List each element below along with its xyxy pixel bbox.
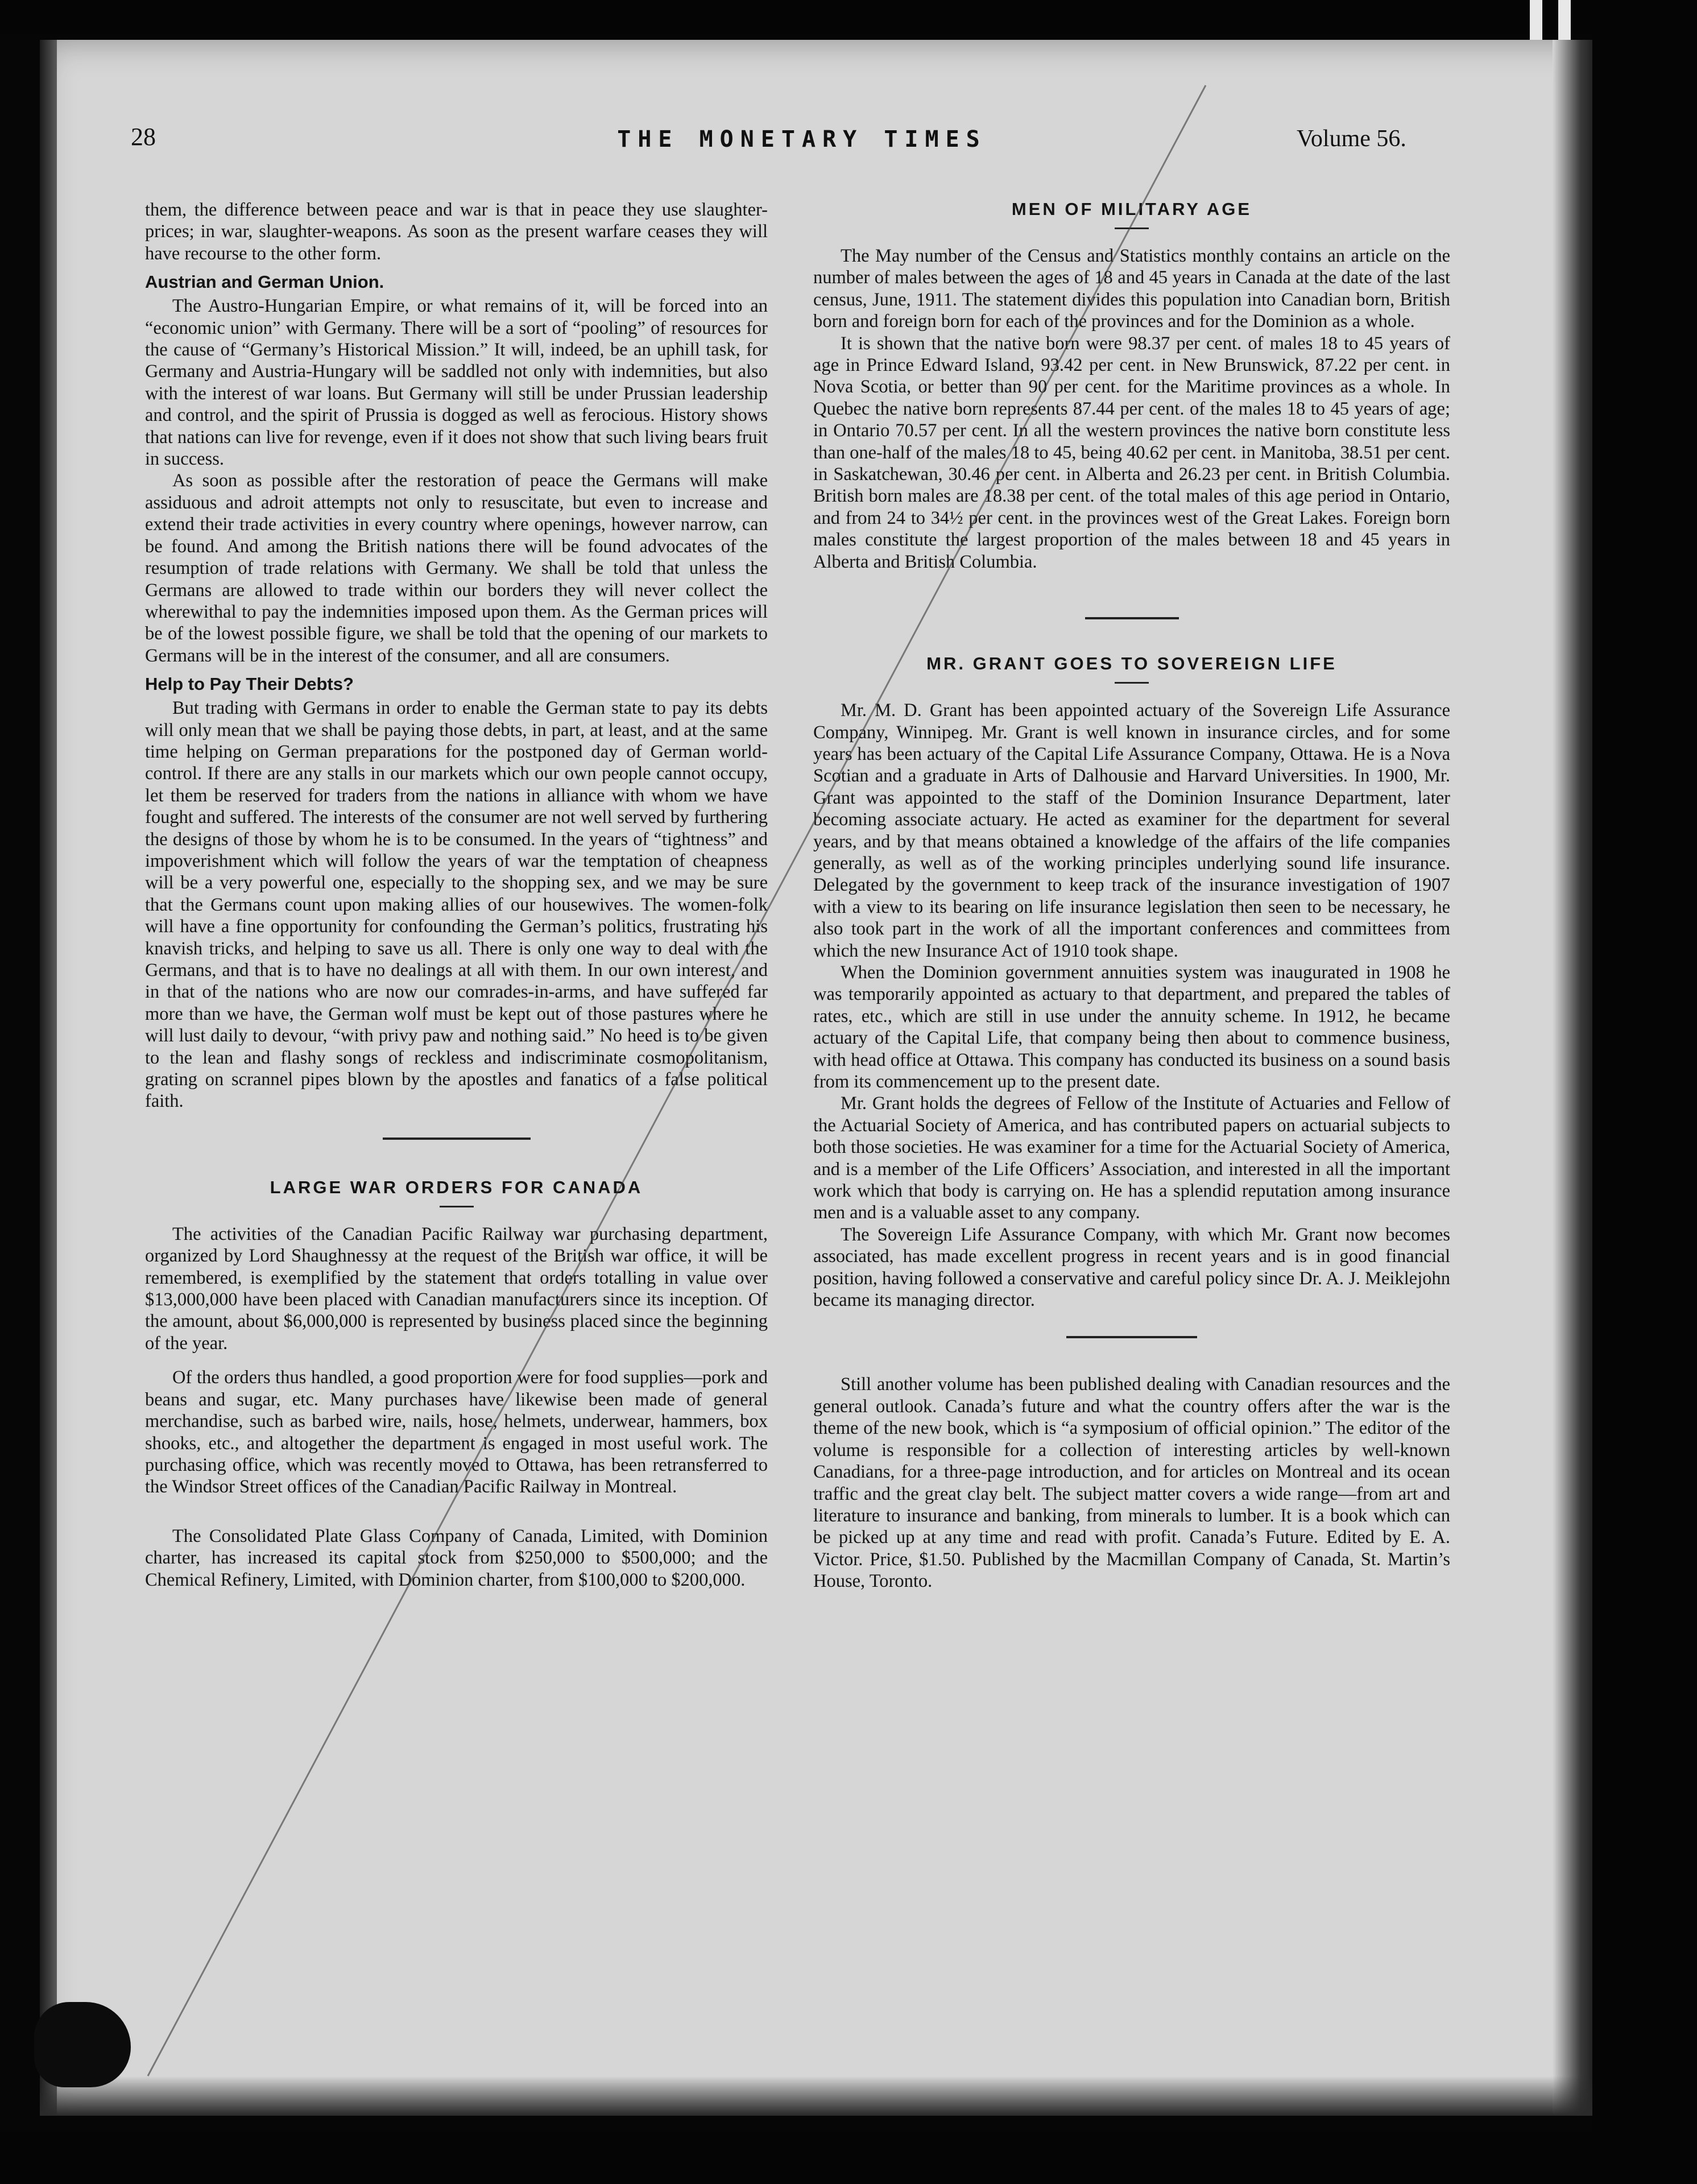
grant-paragraph: When the Dominion government annuities system was inaugurated in 1908 he was temporarily appointed as actuary to that department, and prepared the tables of rates, etc., which are still in use under the annuity scheme. In 1912, he became actuary of the Capital Life, that company being then about to commence business, with head office at Ottawa. This company has conducted its business on a sound basis from its commencement up to the present date. [813, 962, 1450, 1092]
page-number: 28 [131, 123, 156, 151]
film-border-bottom [0, 2133, 1697, 2184]
thumb-shadow [34, 2002, 131, 2087]
debts-paragraph: But trading with Germans in order to enable the German state to pay its debts will only mean that we shall be paying those debts, in part, at least, and at the same time helping on German preparations for the postponed day of German world-control. If there are any stalls in our markets which our own people cannot occupy, let them be reserved for traders from the nations in alliance with whom we have fought and suffered. The interests of the consumer are not well served by furthering the designs of those by whom he is to be consumed. In the years of “tightness” and impoverishment which will follow the years of war the temptation of cheapness will be a very powerful one, especially to the shopping sex, and we may be sure that the Germans count upon making allies of our housewives. The women-folk will have a fine opportunity for confounding the German’s politics, frustrating his knavish tricks, and helping to save us all. There is only one way to deal with the Germans, and that is to have no dealings at all with them. In our own interest, and in that of the nations who are now our comrades-in-arms, and have suffered far more than we have, the German wolf must be kept out of those pastures where he will lust daily to devour, “with privy paw and nothing said.” No heed is to be given to the lean and flashy songs of reckless and indiscriminate cosmopolitanism, grating on scrannel pipes blown by the apostles and fanatics of a false political faith. [145, 698, 768, 1112]
military-age-title: MEN OF MILITARY AGE [1011, 199, 1252, 219]
war-orders-paragraph: Of the orders thus handled, a good proportion were for food supplies—pork and beans and sugar, etc. Many purchases have likewise been made of general merchandise, such as barbed wire, nails, hose, helmets, underwear, hammers, box shooks, etc., and altogether the department is engaged in most useful work. The purchasing office, which was recently moved to Ottawa, has been retransferred to the Windsor Street offices of the Canadian Pacific Railway in Montreal. [145, 1367, 768, 1498]
grant-paragraph: The Sovereign Life Assurance Company, with which Mr. Grant now becomes associated, has made excellent progress in recent years and is in good financial position, having followed a conservative and careful policy since Dr. A. J. Meiklejohn became its managing director. [813, 1224, 1450, 1311]
volume-label: Volume 56. [1297, 126, 1406, 152]
intro-paragraph: them, the difference between peace and war is that in peace they use slaughter-prices; in war, slaughter-weapons. As soon as the present warfare ceases they will have recourse to the other form. [145, 200, 768, 264]
plate-glass-paragraph: The Consolidated Plate Glass Company of Canada, Limited, with Dominion charter, has increased its capital stock from $250,000 to $500,000; and the Chemical Refinery, Limited, with Dominion charter, from $100,000 to $200,000. [145, 1525, 768, 1590]
military-paragraph: It is shown that the native born were 98.37 per cent. of males 18 to 45 years of age in Prince Edward Island, 93.42 per cent. in New Brunswick, 87.22 per cent. in Nova Scotia, or better than 90 per cent. for the Maritime provinces as a whole. In Quebec the native born represents 87.44 per cent. of the males 18 to 45 years of age; in Ontario 70.57 per cent. In all the western provinces the native born constitute less than one-half of the males 18 to 45, being 40.62 per cent. in Manitoba, 38.51 per cent. in Saskatchewan, 30.46 per cent. in Alberta and 26.23 per cent. in British Columbia. British born males are 18.38 per cent. of the total males of this age period in Ontario, and from 24 to 34½ per cent. in the provinces west of the Great Lakes. Foreign born males constitute the largest proportion of the males between 18 and 45 years in Alberta and British Columbia. [813, 333, 1450, 572]
war-orders-paragraph: The activities of the Canadian Pacific Railway war purchasing department, organized by Lord Shaughnessy at the request of the British war office, it will be remembered, is exemplified by the statement that orders totalling in value over $13,000,000 have been placed with Canadian manufacturers since its inception. Of the amount, about $6,000,000 is represented by business placed since the beginning of the year. [145, 1223, 768, 1354]
military-paragraph: The May number of the Census and Statistics monthly contains an article on the number of males between the ages of 18 and 45 years in Canada at the date of the last census, June, 1911. The statement divides this population into Canadian born, British born and foreign born for each of the provinces and for the Dominion as a whole. [813, 246, 1450, 332]
grant-title: MR. GRANT GOES TO SOVEREIGN LIFE [926, 653, 1337, 674]
grant-paragraph: Mr. M. D. Grant has been appointed actuary of the Sovereign Life Assurance Company, Winnipeg. Mr. Grant is well known in insurance circles, and for some years has been actuary of the Capital Life Assurance Company, Ottawa. He is a Nova Scotian and a graduate in Arts of Dalhousie and Harvard Universities. In 1900, Mr. Grant was appointed to the staff of the Dominion Insurance Department, later becoming associate actuary. He acted as examiner for the department for several years, and by that means obtained a knowledge of the affairs of the life companies generally, as well as of the working principles underlying sound life insurance. Delegated by the government to keep track of the insurance investigation of 1907 with a view to its bearing on life insurance legislation then seen to be necessary, he also took part in the work of all the important conferences and committees from which the new Insurance Act of 1910 took shape. [813, 700, 1450, 961]
debts-heading: Help to Pay Their Debts? [145, 674, 354, 694]
publication-title: THE MONETARY TIMES [617, 126, 987, 152]
grant-paragraph: Mr. Grant holds the degrees of Fellow of the Institute of Actuaries and Fellow of the Actuarial Society of America, and has contributed papers on actuarial subjects to both those societies. He was examiner for a time for the Actuarial Society of America, and is a member of the Life Officers’ Association, and interested in all the important work which that body is carrying on. He has a splendid reputation among insurance men and is a valuable asset to any company. [813, 1093, 1450, 1223]
book-paragraph: Still another volume has been published dealing with Canadian resources and the general outlook. Canada’s future and what the country offers after the war is the theme of the new book, which is “a symposium of official opinion.” The editor of the volume is responsible for a collection of interesting articles by well-known Canadians, for a three-page introduction, and for articles on Montreal and its ocean traffic and the great clay belt. The subject matter covers a wide range—from art and literature to insurance and banking, from minerals to lumber. It is a book which can be picked up at any time and read with profit. Canada’s Future. Edited by E. A. Victor. Price, $1.50. Published by the Macmillan Company of Canada, St. Martin’s House, Toronto. [813, 1374, 1450, 1592]
union-heading: Austrian and German Union. [145, 272, 384, 292]
war-orders-title: LARGE WAR ORDERS FOR CANADA [270, 1177, 643, 1197]
union-paragraph: As soon as possible after the restoration of peace the Germans will make assiduous and adroit attempts not only to resuscitate, but even to increase and extend their trade activities in every country where openings, however narrow, can be found. And among the British nations there will be found advocates of the resumption of trade relations with Germany. We shall be told that unless the Germans are allowed to trade within our borders they will never collect the wherewithal to pay the indemnities imposed upon them. As the German prices will be of the lowest possible figure, we shall be told that the opening of our markets to Germans will be in the interest of the consumer, and all are consumers. [145, 470, 768, 666]
union-paragraph: The Austro-Hungarian Empire, or what remains of it, will be forced into an “economic union” with Germany. There will be a sort of “pooling” of resources for the cause of “Germany’s Historical Mission.” It will, indeed, be an uphill task, for Germany and Austria-Hungary will be saddled not only with indemnities, but also with the interest of war loans. But Germany will still be under Prussian leadership and control, and the spirit of Prussia is dogged as well as ferocious. History shows that nations can live for revenge, even if it does not show that such living bears fruit in success. [145, 296, 768, 470]
pencil-stroke [148, 85, 1206, 2076]
